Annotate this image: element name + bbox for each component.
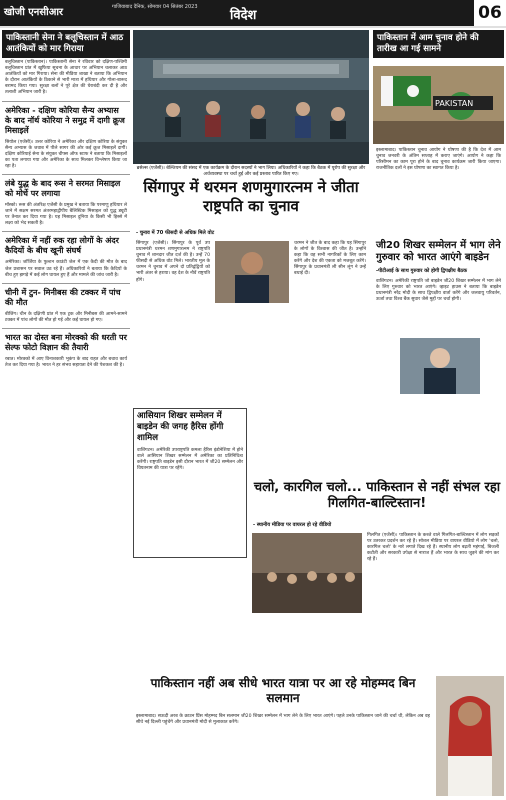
gilgit-headline: चलो, कारगिल चलो... पाकिस्तान से नहीं संभल रहा गिलगित-बाल्टिस्तान! (253, 480, 501, 511)
main-headline: सिंगापुर में थरमन शणमुगारत्नम ने जीता राष्ट्रपति का चुनाव (143, 178, 359, 215)
pakistan-rally-photo (373, 66, 504, 144)
article-headline: अमेरिका में नहीं रुक रहा लोगों के अंदर कैदियों के बीच खूनी संघर्ष (5, 236, 119, 256)
article-kicker: - स्थानीय मीडिया पर वायरल हो रहे वीडियो (253, 522, 332, 528)
left-column (2, 30, 130, 798)
photo-illustration (373, 66, 504, 144)
article-body: थरमन ने जीत के बाद कहा कि यह सिंगापुर के लोगों के विश्वास की जीत है। उन्होंने कहा कि वह सभी नागरिकों के लिए काम करेंगे और देश की एकता को मजबूत करेंगे। सिंगापुर के प्रधानमंत्री ली सीन लूंग ने उन्हें बधाई दी। (294, 241, 368, 277)
article-kicker: -पीटीआई के साथ गुरुवार को होगी द्विपक्षीय बैठक (376, 268, 467, 274)
article-headline: पाकिस्तानी सेना ने बलूचिस्तान में आठ आतंकियों को मार गिराया (2, 30, 130, 58)
article-body: मॉस्को। रूस की अंतरिक्ष एजेंसी के प्रमुख ने बताया कि परमाणु हथियार ले जाने में सक्षम सरमत अंतरमहाद्वीपीय बैलिस्टिक मिसाइल को युद्ध ड्यूटी पर तैनात कर दिया गया है। यह मिसाइल दुनिया के किसी भी हिस्से में लक्ष्य को भेद सकती है। (5, 203, 129, 227)
article-body: इस्लामाबाद। पाकिस्तान चुनाव आयोग ने घोषणा की है कि देश में आम चुनाव जनवरी के अंतिम सप्ताह में कराए जाएंगे। आयोग ने कहा कि परिसीमन का काम पूरा होने के बाद चुनाव कार्यक्रम जारी किया जाएगा। राजनीतिक दलों ने इस घोषणा का स्वागत किया है। (376, 148, 503, 172)
article-body: बलूचिस्तान (पाकिस्तान)। पाकिस्तानी सेना ने रविवार को दक्षिण-पश्चिमी बलूचिस्तान प्रांत में खुफिया सूचना के आधार पर अभियान चलाकर आठ आतंकियों को मार गिराया। सेना की मीडिया शाखा ने बताया कि अभियान के दौरान आतंकियों के ठिकाने से भारी मात्रा में हथियार और गोला-बारूद बरामद किया गया। सुरक्षा बलों ने पूरे क्षेत्र की घेराबंदी कर दी है और तलाशी अभियान जारी है। (5, 60, 129, 96)
article-headline: आसियान शिखर सम्मेलन में बाइडेन की जगह हैरिस होंगी शामिल (137, 411, 224, 443)
photo-illustration (436, 676, 504, 796)
photo-illustration (252, 533, 362, 613)
mbs-photo (436, 676, 504, 796)
edition-info: गाजियाबाद दैनिक, सोमवार 04 सितंबर 2023 (112, 4, 198, 10)
gilgit-article (250, 520, 504, 670)
article-body: अमेरिका। जॉर्जिया के फुल्टन काउंटी जेल में एक कैदी की मौत के बाद जेल प्रशासन पर सवाल उठ रहे हैं। अधिकारियों ने बताया कि कैदियों के बीच हुए झगड़े में कई लोग घायल हुए हैं और मामले की जांच जारी है। (5, 260, 129, 278)
saudi-headline: पाकिस्तान नहीं अब सीधे भारत यात्रा पर आ रहे मोहम्मद बिन सलमान (150, 676, 416, 705)
article-headline: पाकिस्तान में आम चुनाव होने की तारीख आ गई सामने (373, 30, 504, 58)
article-headline: अमेरिका - दक्षिण कोरिया सैन्य अभ्यास के बाद नॉर्थ कोरिया ने समुद्र में दागी क्रूज मिसाइलें (5, 105, 125, 135)
divider (2, 101, 130, 102)
article-body: वाशिंगटन। अमेरिकी उपराष्ट्रपति कमला हैरिस इंडोनेशिया में होने वाले आसियान शिखर सम्मेलन में अमेरिका का प्रतिनिधित्व करेंगी। राष्ट्रपति बाइडेन इसी दौरान भारत में जी20 सम्मेलन और वियतनाम की यात्रा पर रहेंगे। (137, 448, 245, 472)
article-body: सियोल (एजेंसी)। उत्तर कोरिया ने अमेरिका और दक्षिण कोरिया के संयुक्त सैन्य अभ्यास के जवाब में पीले सागर की ओर कई क्रूज मिसाइलें दागीं। दक्षिण कोरियाई सेना के संयुक्त चीफ्स ऑफ स्टाफ ने बताया कि मिसाइलों का पता लगाया गया और अमेरिका के साथ मिलकर विश्लेषण किया जा रहा है। (5, 139, 129, 169)
article-body: सिंगापुर (एजेंसी)। सिंगापुर के पूर्व उप प्रधानमंत्री थरमन शणमुगारत्नम ने राष्ट्रपति चुनाव में शानदार जीत दर्ज की है। उन्हें 70 फीसदी से अधिक वोट मिले। भारतीय मूल के थरमन ने चुनाव में अपने दो प्रतिद्वंद्वियों को भारी अंतर से हराया। वह देश के नौवें राष्ट्रपति होंगे। (136, 241, 212, 283)
asean-article (133, 408, 247, 558)
article-kicker: - चुनाव में 70 फीसदी से अधिक मिले वोट (136, 230, 215, 236)
section-title: विदेश (230, 8, 257, 23)
article-headline: जी20 शिखर सम्मेलन में भाग लेने गुरुवार को भारत आएंगे बाइडेन (376, 240, 501, 263)
page-number: 06 (472, 0, 506, 26)
article-body: बीजिंग। चीन के दक्षिणी प्रांत में एक ट्रक और मिनीबस की आमने-सामने टक्कर में पांच लोगों की मौत हो गई और कई घायल हो गए। (5, 311, 129, 323)
parliament-photo (133, 30, 369, 164)
photo-illustration (400, 338, 480, 394)
photo-caption: ब्रसेल्स (एजेंसी)। बेल्जियम की संसद में एक कार्यक्रम के दौरान सदस्यों ने भाग लिया। अधिकारियों ने कहा कि बैठक में यूरोप की सुरक्षा और अर्थव्यवस्था पर चर्चा हुई और कई प्रस्ताव पारित किए गए। (136, 166, 366, 177)
biden-photo (400, 338, 480, 394)
article-body: रबात। मोरक्को में आए विनाशकारी भूकंप के बाद राहत और बचाव कार्य तेज कर दिया गया है। भारत ने हर संभव सहायता देने की पेशकश की है। (5, 356, 129, 368)
masthead (0, 0, 506, 26)
banner-text: PAKISTAN (435, 99, 474, 108)
singapore-article (133, 228, 369, 408)
article-body: इस्लामाबाद। सऊदी अरब के क्राउन प्रिंस मोहम्मद बिन सलमान जी20 शिखर सम्मेलन में भाग लेने के लिए भारत आएंगे। पहले उनके पाकिस्तान जाने की चर्चा थी, लेकिन अब वह सीधे नई दिल्ली पहुंचेंगे और प्रधानमंत्री मोदी से मुलाकात करेंगे। (136, 714, 432, 726)
article-headline: लंबे युद्ध के बाद रूस ने सरमत मिसाइल को मोर्चे पर लगाया (5, 179, 121, 199)
newspaper-logo: खोजी एनसीआर (4, 7, 64, 18)
article-headline: भारत का दोस्त बना मोरक्को की धरती पर सेल्फ फोटो विज्ञान की तैयारी (5, 332, 127, 352)
tharman-photo (215, 241, 289, 303)
gilgit-photo (252, 533, 362, 613)
article-headline: चीनी में टुन- मिनीबस की टक्कर में पांच की मौत (5, 287, 121, 307)
article-body: गिलगित (एजेंसी)। पाकिस्तान के कब्जे वाले गिलगित-बाल्टिस्तान में लोग सड़कों पर उतरकर प्रदर्शन कर रहे हैं। सोशल मीडिया पर वायरल वीडियो में लोग 'चलो, कारगिल चलो' के नारे लगाते दिख रहे हैं। स्थानीय लोग बढ़ती महंगाई, बिजली कटौती और सरकारी उपेक्षा से नाराज हैं और भारत के साथ जुड़ने की मांग कर रहे हैं। (367, 533, 501, 563)
divider (2, 283, 130, 284)
masthead-rule (0, 26, 506, 28)
divider (2, 328, 130, 329)
photo-illustration (215, 241, 289, 303)
photo-illustration (133, 30, 369, 164)
article-body: वाशिंगटन। अमेरिकी राष्ट्रपति जो बाइडेन जी20 शिखर सम्मेलन में भाग लेने के लिए गुरुवार को भारत आएंगे। व्हाइट हाउस ने बताया कि बाइडेन प्रधानमंत्री नरेंद्र मोदी के साथ द्विपक्षीय वार्ता करेंगे और जलवायु परिवर्तन, ऊर्जा तथा विश्व बैंक सुधार जैसे मुद्दों पर चर्चा होगी। (376, 279, 503, 303)
divider (2, 174, 130, 175)
divider (2, 231, 130, 232)
